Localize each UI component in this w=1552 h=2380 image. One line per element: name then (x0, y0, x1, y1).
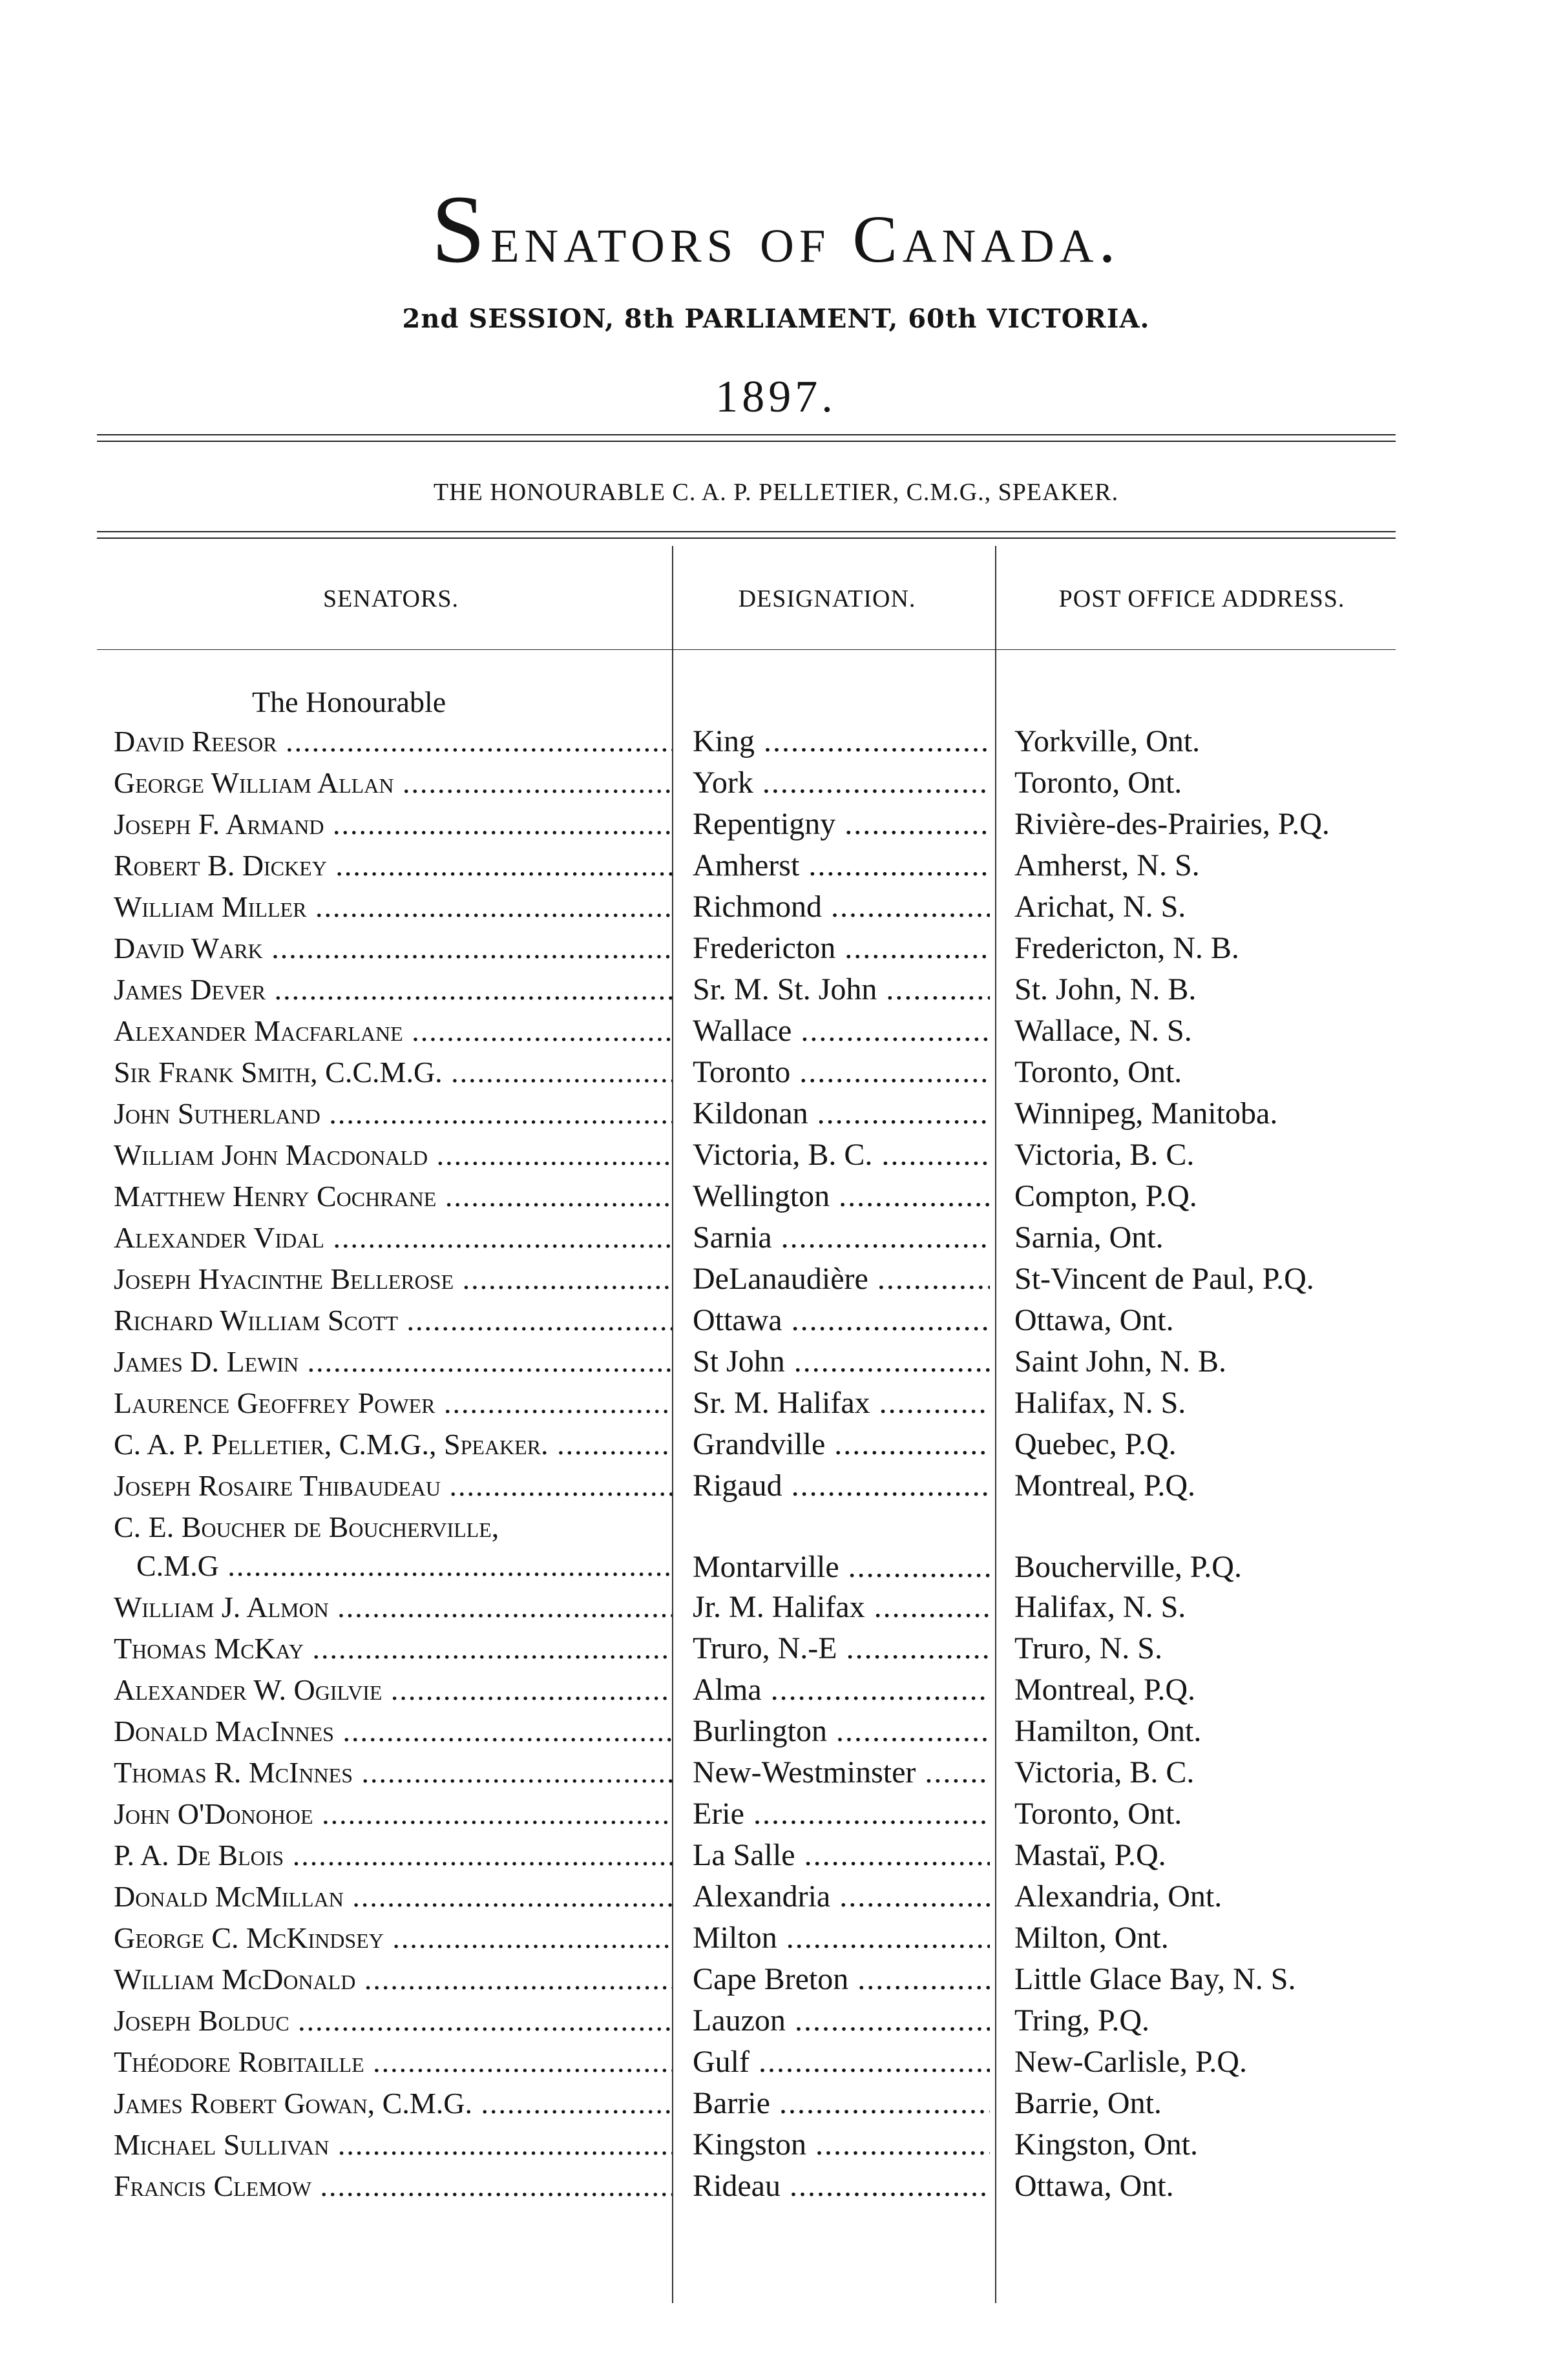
senator-name: James Dever ..... (114, 970, 672, 1009)
senator-row (0, 929, 1552, 970)
senator-name: Alexander W. Ogilvie ..... (114, 1671, 672, 1709)
senator-designation: Wellington ..... (693, 1177, 990, 1216)
senator-name: Matthew Henry Cochrane ..... (114, 1177, 672, 1216)
senator-row (0, 2001, 1552, 2043)
senator-name: William J. Almon ..... (114, 1588, 672, 1627)
senator-address: Saint John, N. B. (1014, 1344, 1227, 1379)
senator-name: Alexander Macfarlane ..... (114, 1012, 672, 1050)
senator-designation: Alexandria ..... (693, 1877, 990, 1916)
senator-row (0, 2043, 1552, 2084)
senator-designation: Kildonan ..... (693, 1094, 990, 1133)
senator-name: James Robert Gowan, C.M.G. ..... (114, 2084, 672, 2123)
senator-designation: New-Westminster ..... (693, 1753, 990, 1792)
senator-address: Little Glace Bay, N. S. (1014, 1962, 1296, 1996)
senator-name (114, 1508, 672, 1585)
senator-name: William John Macdonald ..... (114, 1136, 672, 1174)
senator-designation: Lauzon ..... (693, 2001, 990, 2040)
senator-designation: Amherst ..... (693, 846, 990, 885)
year: 1897. (715, 372, 837, 422)
senator-designation: Rigaud ..... (693, 1467, 990, 1505)
senator-designation: Victoria, B. C. ..... (693, 1136, 990, 1174)
column-header-designation: DESIGNATION. (738, 585, 916, 612)
senator-name: David Wark ..... (114, 929, 672, 968)
page-title (0, 176, 1552, 283)
senator-address: St-Vincent de Paul, P.Q. (1014, 1262, 1314, 1296)
senator-address: Hamilton, Ont. (1014, 1714, 1202, 1748)
senator-row (0, 970, 1552, 1012)
senator-address: Boucherville, P.Q. (1014, 1550, 1242, 1584)
senator-address: Yorkville, Ont. (1014, 724, 1201, 758)
speaker-line: THE HONOURABLE C. A. P. PELLETIER, C.M.G., SPEAKER. (433, 479, 1119, 506)
senator-designation: Grandville ..... (693, 1425, 990, 1464)
senator-address: Wallace, N. S. (1014, 1014, 1192, 1048)
senator-name: William McDonald ..... (114, 1960, 672, 1999)
senator-address: Tring, P.Q. (1014, 2003, 1149, 2038)
senator-name: John O'Donohoe ..... (114, 1795, 672, 1833)
senator-row (0, 1467, 1552, 1508)
senator-name: Joseph Hyacinthe Bellerose ..... (114, 1260, 672, 1299)
senator-row (0, 805, 1552, 846)
senator-row (0, 1053, 1552, 1094)
senator-name: Francis Clemow ..... (114, 2167, 672, 2206)
senator-name: Joseph F. Armand ..... (114, 805, 672, 844)
senator-designation: Jr. M. Halifax ..... (693, 1588, 990, 1627)
senator-designation: Alma ..... (693, 1671, 990, 1709)
senator-row (0, 1795, 1552, 1836)
senator-designation: Sr. M. St. John ..... (693, 970, 990, 1009)
senator-designation: King ..... (693, 722, 990, 761)
senator-address: Winnipeg, Manitoba. (1014, 1096, 1278, 1131)
senator-designation: Sarnia ..... (693, 1218, 990, 1257)
senator-name: Donald McMillan ..... (114, 1877, 672, 1916)
senator-name: David Reesor ..... (114, 722, 672, 761)
column-header-address: POST OFFICE ADDRESS. (1058, 585, 1345, 612)
senator-address: Montreal, P.Q. (1014, 1673, 1195, 1707)
senator-name: Robert B. Dickey ..... (114, 846, 672, 885)
senator-address: Mastaï, P.Q. (1014, 1838, 1166, 1872)
senator-name: Laurence Geoffrey Power ..... (114, 1384, 672, 1423)
senator-name: Richard William Scott ..... (114, 1301, 672, 1340)
senator-address: Ottawa, Ont. (1014, 1303, 1174, 1337)
senator-address: Sarnia, Ont. (1014, 1220, 1164, 1255)
senator-designation: Erie ..... (693, 1795, 990, 1833)
rule-top-1 (97, 434, 1396, 435)
senator-address: Halifax, N. S. (1014, 1590, 1186, 1624)
senator-designation: Toronto ..... (693, 1053, 990, 1092)
senator-row (0, 1877, 1552, 1919)
senator-designation: York ..... (693, 764, 990, 802)
senator-designation: DeLanaudière ..... (693, 1260, 990, 1299)
senator-row (0, 1919, 1552, 1960)
senator-designation: Truro, N.-E ..... (693, 1629, 990, 1668)
senator-address: Ottawa, Ont. (1014, 2169, 1174, 2203)
senator-row (0, 1177, 1552, 1218)
senator-designation: Burlington ..... (693, 1712, 990, 1751)
senator-row (0, 1425, 1552, 1467)
honourable-prefix: The Honourable (252, 685, 446, 718)
rule-mid-1 (97, 531, 1396, 532)
senator-row (0, 1836, 1552, 1877)
senator-name-line1: C. E. Boucher de Boucherville, (114, 1510, 499, 1543)
senator-row (0, 2084, 1552, 2125)
senator-name: James D. Lewin ..... (114, 1342, 672, 1381)
senator-address: Toronto, Ont. (1014, 766, 1182, 800)
senator-designation: Repentigny ..... (693, 805, 990, 844)
senator-designation: Gulf ..... (693, 2043, 990, 2082)
senator-row (0, 1218, 1552, 1260)
senator-row (0, 2167, 1552, 2208)
senator-name: C. A. P. Pelletier, C.M.G., Speaker. ..... (114, 1425, 672, 1464)
senator-name: P. A. De Blois ..... (114, 1836, 672, 1875)
senator-address: Victoria, B. C. (1014, 1755, 1195, 1790)
senator-address: Amherst, N. S. (1014, 848, 1200, 882)
senator-name: Sir Frank Smith, C.C.M.G. ..... (114, 1053, 672, 1092)
senator-address: Toronto, Ont. (1014, 1797, 1182, 1831)
senator-row (0, 1629, 1552, 1671)
senator-address: Victoria, B. C. (1014, 1138, 1195, 1172)
senator-row (0, 2125, 1552, 2167)
senator-designation: Milton ..... (693, 1919, 990, 1957)
senator-row (0, 764, 1552, 805)
senator-address: Alexandria, Ont. (1014, 1879, 1222, 1914)
senator-designation: Kingston ..... (693, 2125, 990, 2164)
senator-name: Michael Sullivan ..... (114, 2125, 672, 2164)
session-subtitle: 2nd SESSION, 8th PARLIAMENT, 60th VICTORIA. (402, 304, 1150, 334)
senator-name: Joseph Rosaire Thibaudeau ..... (114, 1467, 672, 1505)
senator-address: Milton, Ont. (1014, 1921, 1169, 1955)
senator-row (0, 1301, 1552, 1342)
senator-designation: La Salle ..... (693, 1836, 990, 1875)
senator-address: Kingston, Ont. (1014, 2127, 1199, 2162)
senator-row (0, 1384, 1552, 1425)
senator-address: Fredericton, N. B. (1014, 931, 1239, 965)
senator-name: Donald MacInnes ..... (114, 1712, 672, 1751)
rule-mid-2 (97, 538, 1396, 539)
senator-designation: Ottawa ..... (693, 1301, 990, 1340)
senator-address: Rivière-des-Prairies, P.Q. (1014, 807, 1330, 841)
senator-address: Compton, P.Q. (1014, 1179, 1197, 1213)
senator-name: Alexander Vidal ..... (114, 1218, 672, 1257)
senator-address: Toronto, Ont. (1014, 1055, 1182, 1089)
senator-address: New-Carlisle, P.Q. (1014, 2045, 1247, 2079)
senator-row (0, 1508, 1552, 1588)
senator-name: Théodore Robitaille ..... (114, 2043, 672, 2082)
senator-name: William Miller ..... (114, 888, 672, 926)
senator-name: George C. McKindsey ..... (114, 1919, 672, 1957)
senator-designation: Rideau ..... (693, 2167, 990, 2206)
title-rest: enators of Canada. (490, 202, 1121, 277)
senator-name: Joseph Bolduc ..... (114, 2001, 672, 2040)
rule-header-bottom (97, 649, 1396, 650)
senator-designation: Richmond ..... (693, 888, 990, 926)
senator-row (0, 1960, 1552, 2001)
senator-name: George William Allan ..... (114, 764, 672, 802)
senator-designation: Sr. M. Halifax ..... (693, 1384, 990, 1423)
senator-designation: Barrie ..... (693, 2084, 990, 2123)
senator-designation: Wallace ..... (693, 1012, 990, 1050)
senator-row (0, 1712, 1552, 1753)
senator-address: Truro, N. S. (1014, 1631, 1162, 1665)
senator-row (0, 1588, 1552, 1629)
senator-row (0, 1012, 1552, 1053)
senator-row (0, 1136, 1552, 1177)
senator-row (0, 1753, 1552, 1795)
senator-row (0, 1260, 1552, 1301)
senator-address: Quebec, P.Q. (1014, 1427, 1177, 1461)
senator-designation: Montarville ..... (693, 1548, 990, 1587)
senator-row (0, 846, 1552, 888)
senator-address: Montreal, P.Q. (1014, 1468, 1195, 1503)
senator-name: John Sutherland ..... (114, 1094, 672, 1133)
title-initial: S (431, 176, 490, 283)
senator-address: St. John, N. B. (1014, 972, 1197, 1007)
senator-row (0, 888, 1552, 929)
senator-designation: Fredericton ..... (693, 929, 990, 968)
senator-name: Thomas McKay ..... (114, 1629, 672, 1668)
senator-row (0, 722, 1552, 764)
senator-name: Thomas R. McInnes ..... (114, 1753, 672, 1792)
senator-row (0, 1342, 1552, 1384)
senator-address: Arichat, N. S. (1014, 890, 1186, 924)
rule-top-2 (97, 441, 1396, 442)
senator-address: Barrie, Ont. (1014, 2086, 1162, 2120)
senator-row (0, 1671, 1552, 1712)
senator-designation: Cape Breton ..... (693, 1960, 990, 1999)
senator-name-line2: C.M.G ..... (114, 1547, 672, 1585)
senator-row (0, 1094, 1552, 1136)
senator-address: Halifax, N. S. (1014, 1386, 1186, 1420)
column-header-senators: SENATORS. (323, 585, 459, 612)
senator-list (0, 722, 1552, 2208)
senator-designation: St John ..... (693, 1342, 990, 1381)
